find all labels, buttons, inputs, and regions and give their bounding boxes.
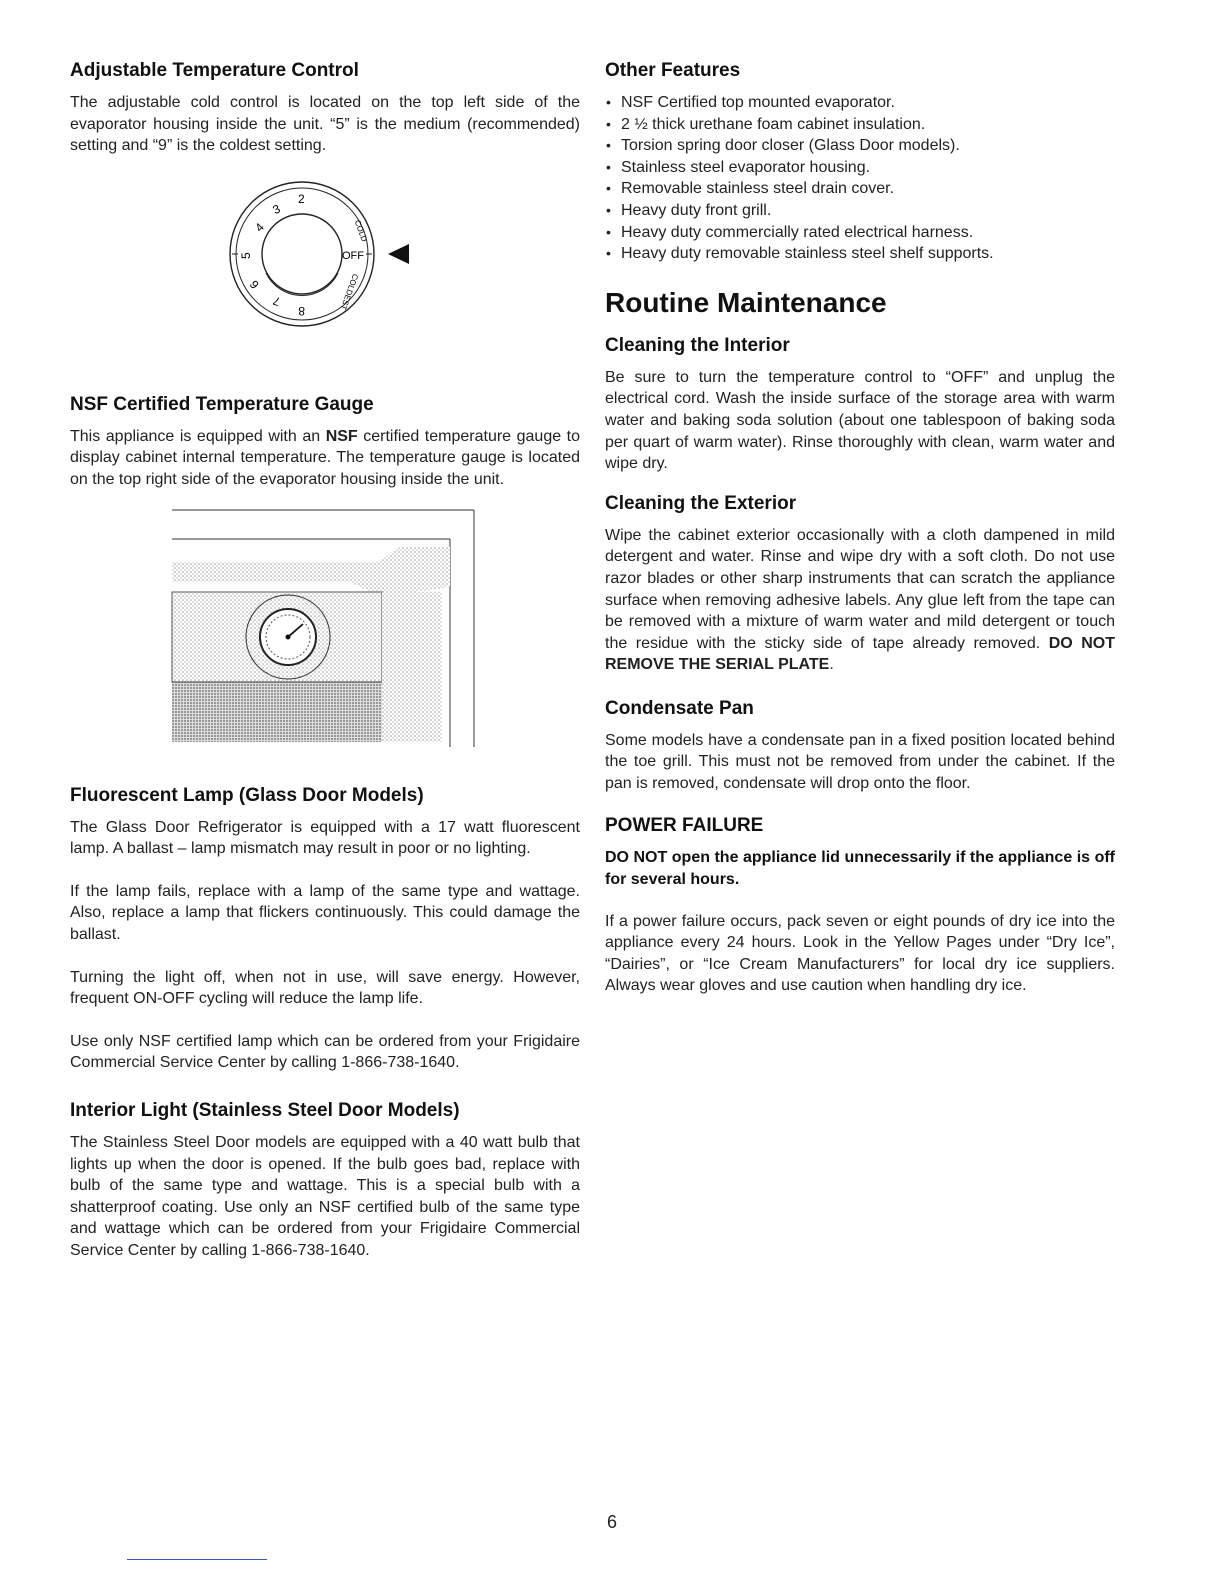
lamp-p4: Use only NSF certified lamp which can be ordered from your Frigidaire Commercial Service Center by calling 1-866-738-1640. xyxy=(70,1032,580,1072)
lamp-p1: The Glass Door Refrigerator is equipped with a 17 watt fluorescent lamp. A ballast – lamp mismatch may result in poor or no lighting. xyxy=(70,818,580,858)
footer-divider xyxy=(127,1559,267,1560)
gauge-body-pre: This appliance is equipped with an xyxy=(70,427,326,445)
power-failure-heading: POWER FAILURE xyxy=(605,814,764,836)
serial-plate-warning: DO NOT REMOVE THE SERIAL PLATE xyxy=(605,634,1116,674)
lamp-p2: If the lamp fails, replace with a lamp of the same type and wattage. Also, replace a lamp that flickers continuously. This could damage the ballast. xyxy=(70,882,580,943)
dial-pointer-icon xyxy=(388,244,409,264)
cleaning-exterior-end: . xyxy=(829,656,834,674)
gauge-section xyxy=(70,392,580,491)
temperature-gauge-figure xyxy=(70,507,580,747)
condensate-pan-body: Some models have a condensate pan in a fixed position located behind the toe grill. This must not be removed from under the cabinet. If the pan is removed, condensate will drop onto the floor. xyxy=(605,731,1115,793)
cleaning-interior-heading: Cleaning the Interior xyxy=(605,334,790,356)
other-features-heading: Other Features xyxy=(605,60,741,81)
lamp-heading: Fluorescent Lamp (Glass Door Models) xyxy=(70,784,424,806)
dial-label-8: 8 xyxy=(298,303,305,318)
page-number: 6 xyxy=(606,1512,617,1532)
power-failure-body: If a power failure occurs, pack seven or eight pounds of dry ice into the appliance every 24 hours. Look in the Yellow Pages under “Dry Ice”, “Dairies”, or “Ice Cream Manufacturers” for local dry ice suppliers. Always wear gloves and use caution when handling dry ice. xyxy=(605,912,1115,995)
dial-label-4: 4 xyxy=(252,219,267,235)
dial-label-off: OFF xyxy=(342,249,364,262)
routine-maintenance-heading: Routine Maintenance xyxy=(605,286,887,318)
list-item: • 2 ½ thick urethane foam cabinet insulation. xyxy=(605,114,1115,136)
interior-light-section xyxy=(70,1098,580,1262)
list-item: • Stainless steel evaporator housing. xyxy=(605,157,1115,179)
lamp-section xyxy=(70,783,580,1074)
other-features-list xyxy=(605,92,1115,265)
other-features-section xyxy=(605,58,1115,265)
dial-label-coldest: COLDEST xyxy=(338,272,360,311)
list-item: • Heavy duty commercially rated electrical harness. xyxy=(605,222,1115,244)
right-column xyxy=(605,58,1115,1013)
dial-label-cold: COLD xyxy=(352,218,369,243)
temp-control-body: The adjustable cold control is located on the top left side of the evaporator housing inside the unit. “5” is the medium (recommended) setting and “9” is the coldest setting. xyxy=(70,94,580,155)
gauge-body-bold: NSF xyxy=(325,427,358,445)
dial-label-5: 5 xyxy=(239,252,253,259)
temperature-dial-figure xyxy=(70,173,580,348)
cleaning-interior-section xyxy=(605,333,1115,475)
list-item: • Removable stainless steel drain cover. xyxy=(605,178,1115,200)
gauge-body xyxy=(70,426,580,491)
cleaning-exterior-section xyxy=(605,491,1115,676)
dial-label-7: 7 xyxy=(271,293,283,309)
cleaning-exterior-body xyxy=(605,525,1115,676)
interior-light-body: The Stainless Steel Door models are equipped with a 40 watt bulb that lights up when the door is opened. If the bulb goes bad, replace with bulb of the same type and wattage. This is a special bulb with a shatterproof coating. Use only an NSF certified bulb of the same type and wattage which can be ordered from your Frigidaire Commercial Service Center by calling 1-866-738-1640. xyxy=(70,1133,580,1259)
power-failure-section xyxy=(605,813,1115,997)
temp-control-heading: Adjustable Temperature Control xyxy=(70,60,359,81)
cleaning-exterior-heading: Cleaning the Exterior xyxy=(605,492,797,514)
list-item: • Heavy duty removable stainless steel shelf supports. xyxy=(605,243,1115,265)
temp-control-section xyxy=(70,58,580,157)
cleaning-interior-body: Be sure to turn the temperature control to “OFF” and unplug the electrical cord. Wash the inside surface of the storage area with warm water and baking soda solution (about one tablespoon of baking soda per quart of warm water). Rinse thoroughly with clean, warm water and wipe dry. xyxy=(605,368,1115,473)
interior-light-heading: Interior Light (Stainless Steel Door Models) xyxy=(70,1099,460,1121)
gauge-heading: NSF Certified Temperature Gauge xyxy=(70,393,374,415)
dial-label-3: 3 xyxy=(270,201,283,217)
power-failure-note: DO NOT open the appliance lid unnecessarily if the appliance is off for several hours. xyxy=(605,848,1115,888)
gauge-body-post: certified temperature gauge to display cabinet internal temperature. The temperature gauge is located on the top right side of the evaporator housing inside the unit. xyxy=(70,427,581,488)
cleaning-exterior-text: Wipe the cabinet exterior occasionally with a cloth dampened in mild detergent and water. Rinse and wipe dry with a soft cloth. Do not use razor blades or other sharp instruments that can scratch the appliance surface when removing adhesive labels. Any glue left from the tape can be removed with a mixture of warm water and mild detergent or touch the residue with the sticky side of tape already removed. xyxy=(605,526,1115,652)
list-item: • Heavy duty front grill. xyxy=(605,200,1115,222)
list-item: • Torsion spring door closer (Glass Door models). xyxy=(605,135,1115,157)
condensate-pan-heading: Condensate Pan xyxy=(605,697,754,719)
condensate-pan-section xyxy=(605,696,1115,795)
dial-label-2: 2 xyxy=(298,191,305,206)
lamp-p3: Turning the light off, when not in use, will save energy. However, frequent ON-OFF cycling will reduce the lamp life. xyxy=(70,968,580,1008)
dial-label-6: 6 xyxy=(246,277,262,292)
left-column xyxy=(70,58,580,1277)
temperature-gauge-icon xyxy=(246,595,330,679)
list-item: • NSF Certified top mounted evaporator. xyxy=(605,92,1115,114)
